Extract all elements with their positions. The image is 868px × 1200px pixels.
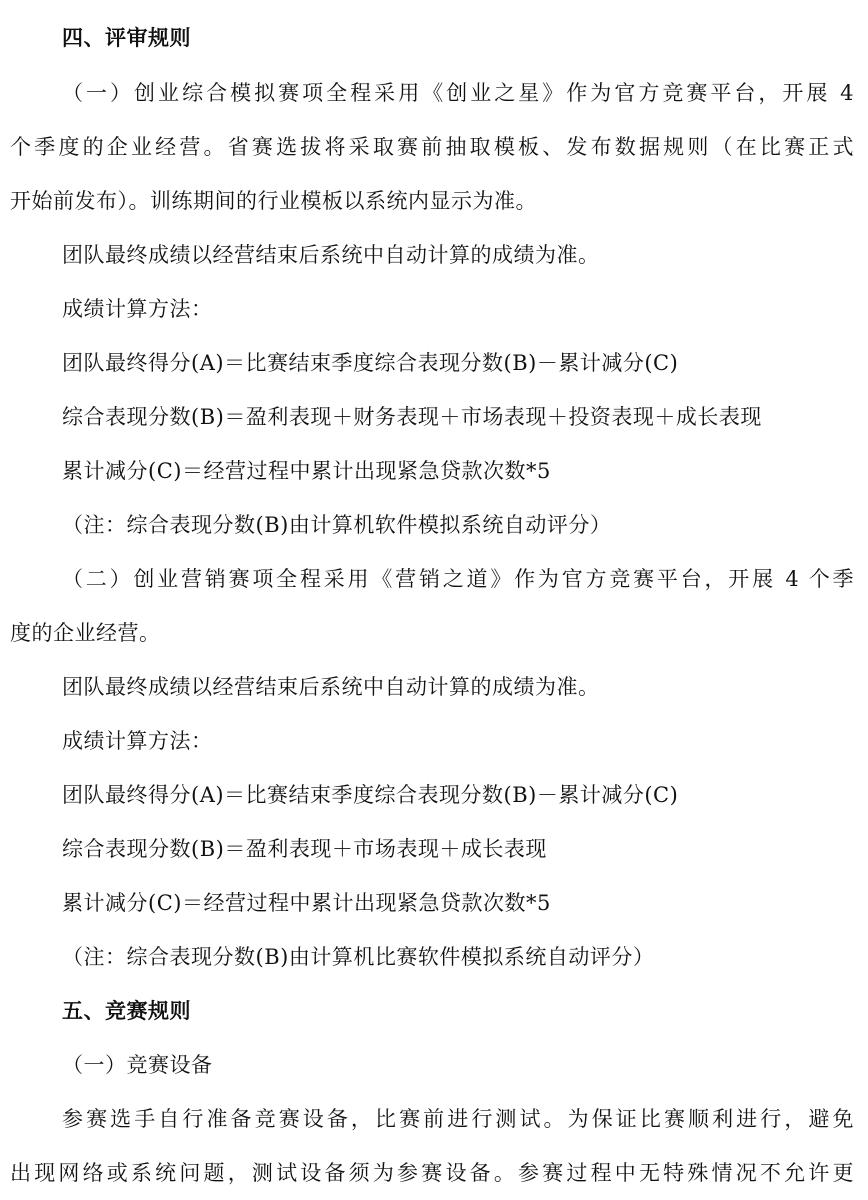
formula-line: 团队最终得分(A)＝比赛结束季度综合表现分数(B)－累计减分(C) bbox=[62, 351, 679, 375]
method-label: 成绩计算方法： bbox=[62, 297, 213, 321]
paragraph-line: 开始前发布）。训练期间的行业模板以系统内显示为准。 bbox=[10, 189, 537, 213]
paragraph-line: （一）创业综合模拟赛项全程采用《创业之星》作为官方竞赛平台，开展 4 bbox=[62, 81, 854, 105]
formula-line: 累计减分(C)＝经营过程中累计出现紧急贷款次数*5 bbox=[62, 459, 551, 483]
paragraph-line: （二）创业营销赛项全程采用《营销之道》作为官方竞赛平台，开展 4 个季 bbox=[62, 567, 854, 591]
formula-line: 综合表现分数(B)＝盈利表现＋财务表现＋市场表现＋投资表现＋成长表现 bbox=[62, 405, 762, 429]
paragraph-line: 个季度的企业经营。省赛选拔将采取赛前抽取模板、发布数据规则（在比赛正式 bbox=[10, 135, 854, 159]
paragraph-line: 出现网络或系统问题，测试设备须为参赛设备。参赛过程中无特殊情况不允许更 bbox=[10, 1161, 854, 1185]
paragraph-line: 度的企业经营。 bbox=[10, 621, 161, 645]
method-label: 成绩计算方法： bbox=[62, 729, 213, 753]
section-heading-competition-rules: 五、竞赛规则 bbox=[62, 999, 191, 1023]
paragraph-line: 参赛选手自行准备竞赛设备，比赛前进行测试。为保证比赛顺利进行，避免 bbox=[62, 1107, 854, 1131]
formula-line: 团队最终得分(A)＝比赛结束季度综合表现分数(B)－累计减分(C) bbox=[62, 783, 679, 807]
note-line: （注：综合表现分数(B)由计算机比赛软件模拟系统自动评分） bbox=[62, 945, 655, 969]
result-note: 团队最终成绩以经营结束后系统中自动计算的成绩为准。 bbox=[62, 675, 600, 699]
section-heading-review-rules: 四、评审规则 bbox=[62, 26, 191, 50]
formula-line: 累计减分(C)＝经营过程中累计出现紧急贷款次数*5 bbox=[62, 891, 551, 915]
note-line: （注：综合表现分数(B)由计算机软件模拟系统自动评分） bbox=[62, 513, 612, 537]
formula-line: 综合表现分数(B)＝盈利表现＋市场表现＋成长表现 bbox=[62, 837, 547, 861]
result-note: 团队最终成绩以经营结束后系统中自动计算的成绩为准。 bbox=[62, 243, 600, 267]
subsection-heading: （一）竞赛设备 bbox=[62, 1053, 213, 1077]
